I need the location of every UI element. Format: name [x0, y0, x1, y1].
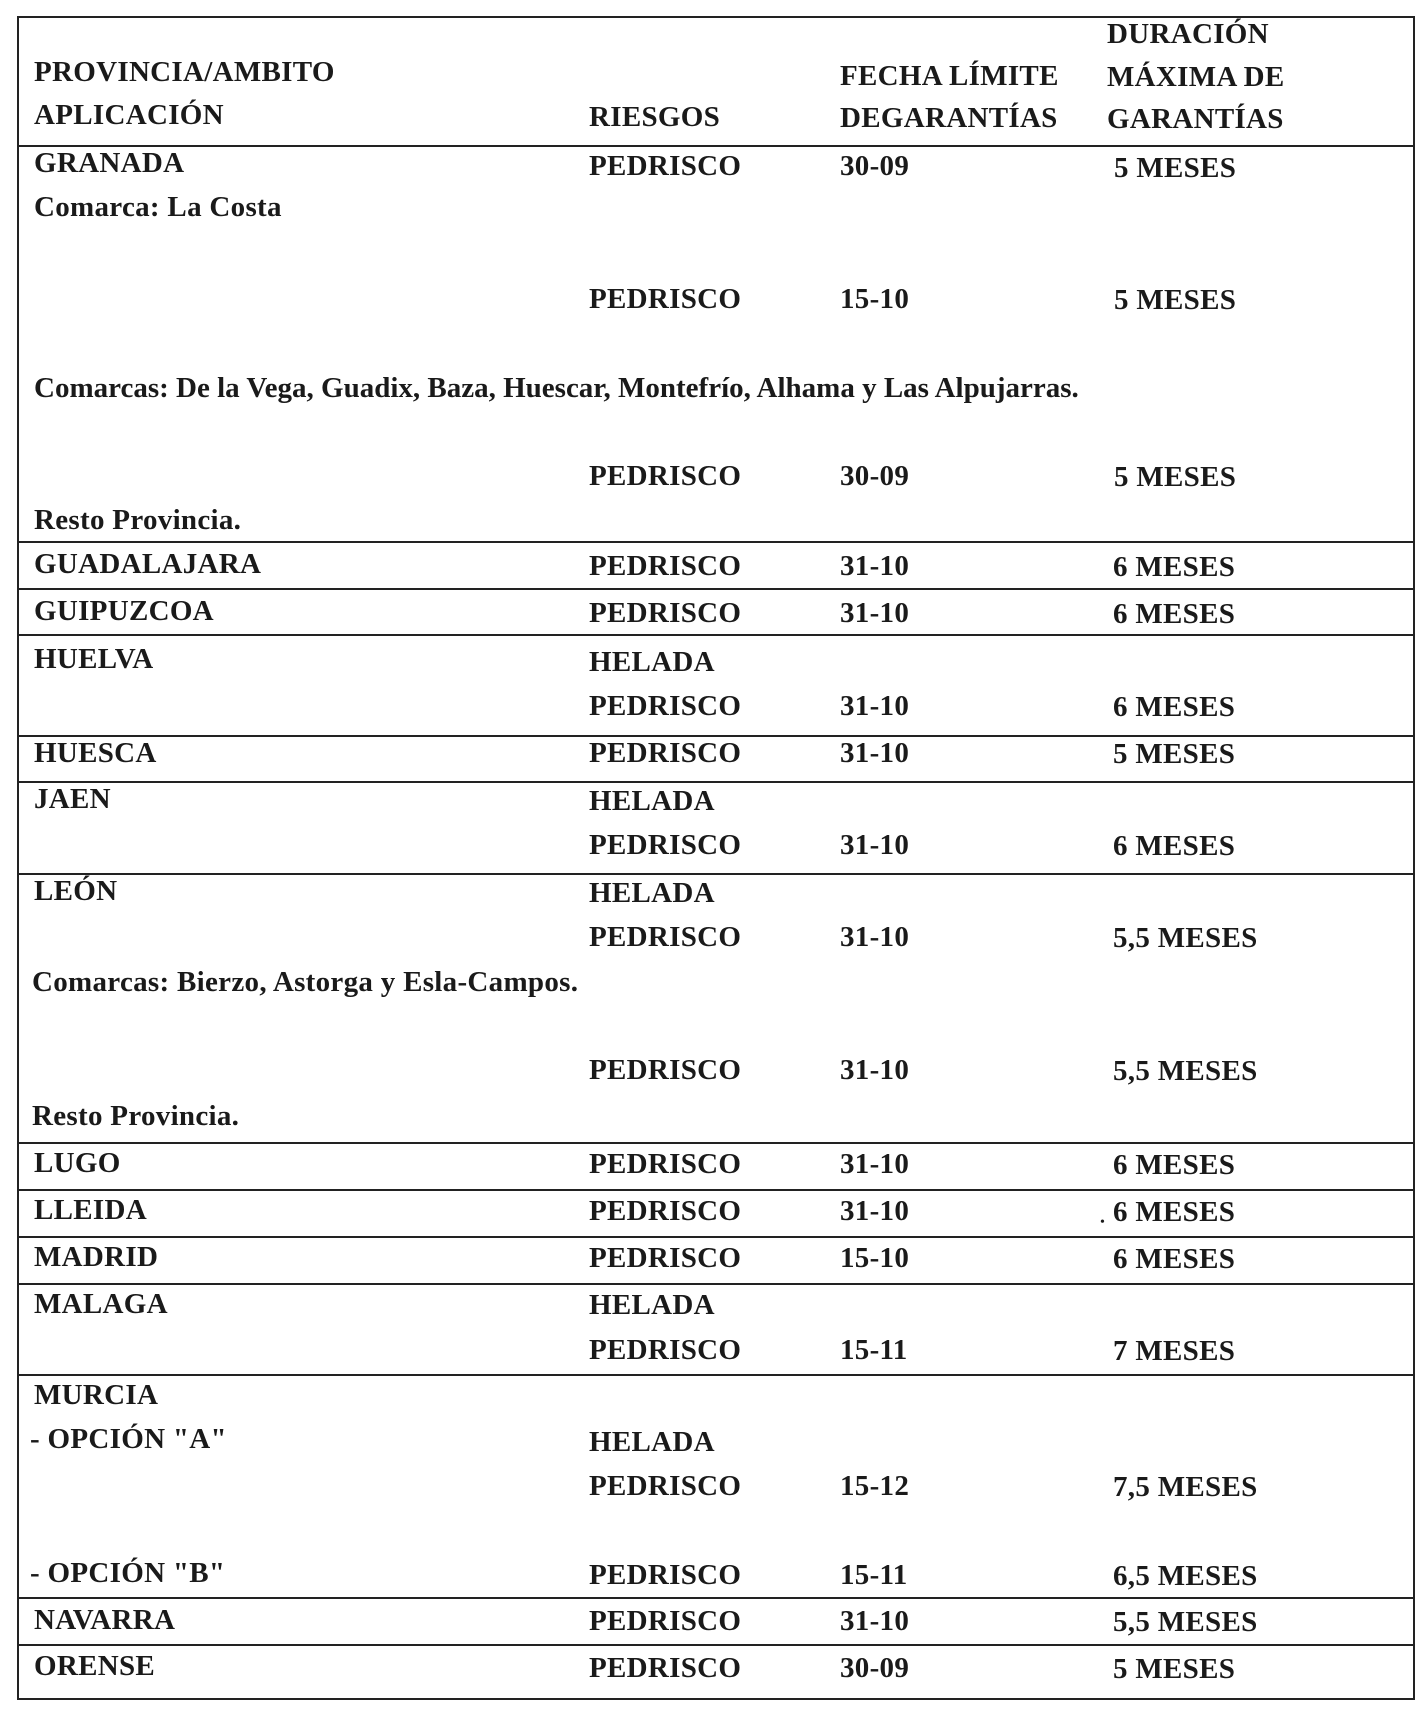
date-cell: 30-09: [840, 460, 910, 492]
province-name: HUELVA: [34, 643, 154, 675]
province-name: LEÓN: [34, 875, 118, 907]
option-label: - OPCIÓN "A": [30, 1423, 227, 1455]
date-cell: 31-10: [840, 1195, 910, 1227]
row-divider: [17, 588, 1415, 590]
province-name: HUESCA: [34, 737, 157, 769]
row-divider: [17, 1597, 1415, 1599]
risk-cell: HELADA: [589, 646, 715, 678]
row-divider: [17, 541, 1415, 543]
risk-cell: PEDRISCO: [589, 1148, 742, 1180]
row-divider: [17, 1283, 1415, 1285]
date-cell: 15-12: [840, 1470, 910, 1502]
risk-cell: PEDRISCO: [589, 597, 742, 629]
province-name: LLEIDA: [34, 1194, 147, 1226]
province-name: MALAGA: [34, 1288, 168, 1320]
date-cell: 31-10: [840, 597, 910, 629]
duration-cell: 6 MESES: [1113, 1196, 1236, 1228]
duration-cell: 5 MESES: [1113, 1653, 1236, 1685]
option-label: - OPCIÓN "B": [30, 1557, 226, 1589]
risk-cell: PEDRISCO: [589, 150, 742, 182]
risk-cell: HELADA: [589, 1289, 715, 1321]
header-date-line2: DEGARANTÍAS: [840, 102, 1058, 134]
row-divider: [17, 781, 1415, 783]
duration-cell: 6 MESES: [1113, 691, 1236, 723]
date-cell: 15-11: [840, 1559, 908, 1591]
duration-cell: 5 MESES: [1114, 461, 1237, 493]
comarca-note: Comarcas: De la Vega, Guadix, Baza, Huescar, Montefrío, Alhama y Las Alpujarras.: [34, 372, 1079, 404]
risk-cell: PEDRISCO: [589, 1605, 742, 1637]
date-cell: 31-10: [840, 690, 910, 722]
risk-cell: PEDRISCO: [589, 1242, 742, 1274]
date-cell: 31-10: [840, 1605, 910, 1637]
province-name: LUGO: [34, 1147, 121, 1179]
header-date-line1: FECHA LÍMITE: [840, 60, 1059, 92]
duration-cell: 5 MESES: [1113, 738, 1236, 770]
stray-dot: •: [1100, 1215, 1105, 1230]
risk-cell: PEDRISCO: [589, 1195, 742, 1227]
duration-cell: 6 MESES: [1113, 551, 1236, 583]
duration-cell: 6 MESES: [1113, 1243, 1236, 1275]
risk-cell: PEDRISCO: [589, 690, 742, 722]
risk-cell: PEDRISCO: [589, 737, 742, 769]
risk-cell: HELADA: [589, 785, 715, 817]
date-cell: 31-10: [840, 1054, 910, 1086]
province-name: MADRID: [34, 1241, 159, 1273]
risk-cell: PEDRISCO: [589, 921, 742, 953]
date-cell: 31-10: [840, 1148, 910, 1180]
date-cell: 31-10: [840, 921, 910, 953]
header-duration-line1: DURACIÓN: [1107, 18, 1269, 50]
duration-cell: 5,5 MESES: [1113, 1606, 1258, 1638]
province-name: NAVARRA: [34, 1604, 176, 1636]
header-duration-line3: GARANTÍAS: [1107, 103, 1284, 135]
risk-cell: PEDRISCO: [589, 283, 742, 315]
risk-cell: PEDRISCO: [589, 1559, 742, 1591]
risk-cell: HELADA: [589, 877, 715, 909]
header-risks: RIESGOS: [589, 101, 721, 133]
header-province-line1: PROVINCIA/AMBITO: [34, 56, 335, 88]
header-divider: [17, 145, 1415, 147]
duration-cell: 6 MESES: [1113, 598, 1236, 630]
risk-cell: HELADA: [589, 1426, 715, 1458]
date-cell: 30-09: [840, 150, 910, 182]
date-cell: 31-10: [840, 550, 910, 582]
header-province-line2: APLICACIÓN: [34, 99, 224, 131]
risk-cell: PEDRISCO: [589, 1470, 742, 1502]
resto-note: Resto Provincia.: [34, 504, 242, 536]
duration-cell: 7,5 MESES: [1113, 1471, 1258, 1503]
row-divider: [17, 634, 1415, 636]
risk-cell: PEDRISCO: [589, 550, 742, 582]
date-cell: 15-11: [840, 1334, 908, 1366]
date-cell: 15-10: [840, 1242, 910, 1274]
risk-cell: PEDRISCO: [589, 1334, 742, 1366]
row-divider: [17, 1644, 1415, 1646]
duration-cell: 6 MESES: [1113, 1149, 1236, 1181]
row-divider: [17, 873, 1415, 875]
risk-cell: PEDRISCO: [589, 1652, 742, 1684]
row-divider: [17, 1189, 1415, 1191]
date-cell: 15-10: [840, 283, 910, 315]
duration-cell: 6 MESES: [1113, 830, 1236, 862]
duration-cell: 7 MESES: [1113, 1335, 1236, 1367]
header-duration-line2: MÁXIMA DE: [1107, 61, 1285, 93]
date-cell: 31-10: [840, 737, 910, 769]
duration-cell: 5,5 MESES: [1113, 922, 1258, 954]
duration-cell: 5 MESES: [1114, 152, 1237, 184]
resto-note: Resto Provincia.: [32, 1100, 240, 1132]
province-name: GUIPUZCOA: [34, 595, 214, 627]
province-name: GUADALAJARA: [34, 548, 262, 580]
risk-cell: PEDRISCO: [589, 1054, 742, 1086]
province-name: GRANADA: [34, 147, 185, 179]
comarca-note: Comarca: La Costa: [34, 191, 282, 223]
row-divider: [17, 1374, 1415, 1376]
date-cell: 31-10: [840, 829, 910, 861]
risk-cell: PEDRISCO: [589, 460, 742, 492]
date-cell: 30-09: [840, 1652, 910, 1684]
province-name: ORENSE: [34, 1650, 156, 1682]
duration-cell: 5 MESES: [1114, 284, 1237, 316]
comarca-note: Comarcas: Bierzo, Astorga y Esla-Campos.: [32, 966, 579, 998]
province-name: MURCIA: [34, 1379, 159, 1411]
row-divider: [17, 1236, 1415, 1238]
row-divider: [17, 1142, 1415, 1144]
risk-cell: PEDRISCO: [589, 829, 742, 861]
province-name: JAEN: [34, 783, 111, 815]
duration-cell: 6,5 MESES: [1113, 1560, 1258, 1592]
duration-cell: 5,5 MESES: [1113, 1055, 1258, 1087]
